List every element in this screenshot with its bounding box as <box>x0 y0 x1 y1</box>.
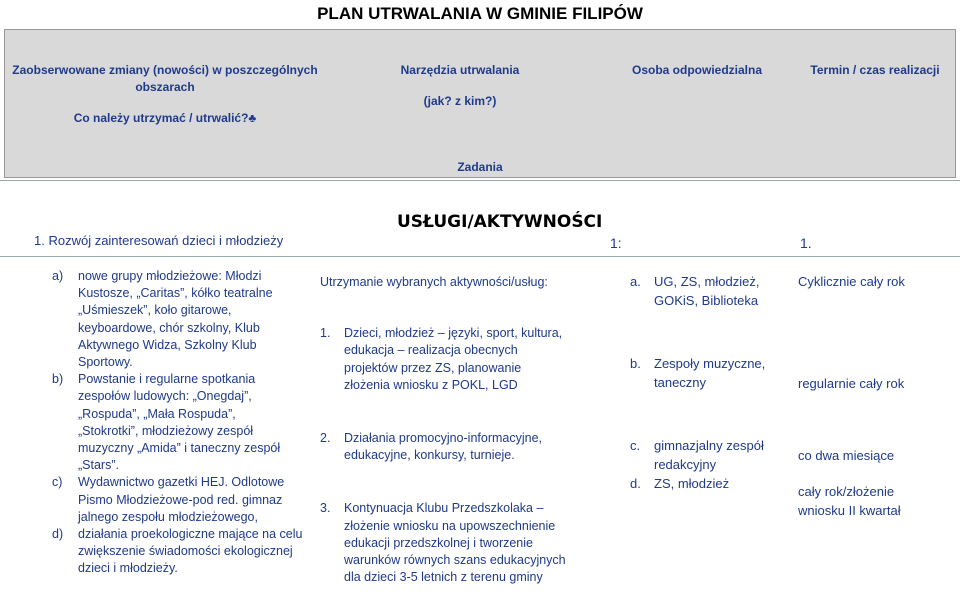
list-item <box>798 272 956 291</box>
section-services-heading: USŁUGI/AKTYWNOŚCI <box>397 212 603 232</box>
responsible-persons-list <box>630 272 790 493</box>
header-responsible-person: Osoba odpowiedzialna <box>631 63 762 77</box>
item-line: GOKiS, Biblioteka <box>654 293 759 308</box>
item-line: projektów przez ZS, planowanie <box>344 360 522 375</box>
item-line: Sportowy. <box>78 355 133 370</box>
item-line: zespołów ludowych: „Onegdaj”, <box>78 389 252 404</box>
item-label: c) <box>52 475 63 490</box>
item-label: d) <box>52 527 64 542</box>
item-label: b. <box>630 356 641 371</box>
item-line: „Uśmieszek”, koło gitarowe, <box>78 303 232 318</box>
item-line: muzyczny „Amida” i taneczny zespół <box>78 441 281 456</box>
item-line: regularnie cały rok <box>798 376 905 391</box>
list-item <box>52 268 314 371</box>
item-line: działania proekologiczne mające na celu <box>78 527 303 542</box>
item-label: c. <box>630 438 641 453</box>
item-label: 1. <box>320 326 331 341</box>
item-line: redakcyjny <box>654 457 717 472</box>
observed-changes-list <box>52 268 314 578</box>
page-title: PLAN UTRWALANIA W GMINIE FILIPÓW <box>317 4 643 23</box>
tools-intro: Utrzymanie wybranych aktywności/usług: <box>320 275 548 289</box>
list-item <box>52 371 314 474</box>
item-line: edukacja – realizacja obecnych <box>344 343 518 358</box>
item-line: nowe grupy młodzieżowe: Młodzi <box>78 269 262 283</box>
item-label: a. <box>630 274 641 289</box>
item-line: „Stokrotki”, młodzieżowy zespół <box>78 423 254 438</box>
list-item <box>630 354 790 392</box>
header-col1-line1: Zaobserwowane zmiany (nowości) w poszczególnych <box>12 63 318 77</box>
item-line: Kontynuacja Klubu Przedszkolaka – <box>344 501 544 516</box>
item-label: 2. <box>320 431 331 446</box>
list-item <box>798 482 956 520</box>
item-line: złożenie wniosku na upowszechnienie <box>344 518 556 533</box>
item-line: „Stars”. <box>78 458 119 473</box>
list-item <box>320 325 610 394</box>
item-label: 3. <box>320 501 331 516</box>
tools-list <box>320 274 610 586</box>
item-line: taneczny <box>654 375 707 390</box>
item-line: Aktywnego Widza, Szkolny Klub <box>78 337 257 352</box>
list-item <box>320 500 610 586</box>
item-line: Kustosze, „Caritas”, kółko teatralne <box>78 286 273 301</box>
item-line: wniosku II kwartał <box>798 503 901 518</box>
list-item <box>798 374 956 393</box>
item-line: warunków równych szans edukacyjnych <box>344 553 566 568</box>
list-item <box>630 272 790 310</box>
item-line: edukacji przedszkolnej i tworzenie <box>344 535 533 550</box>
header-observed-changes <box>10 62 320 127</box>
section-label: 1. Rozwój zainteresowań dzieci i młodzieży <box>34 233 284 248</box>
header-col2-line2: (jak? z kim?) <box>423 94 497 108</box>
item-line: UG, ZS, młodzież, <box>654 274 760 289</box>
divider <box>0 180 960 181</box>
item-line: Powstanie i regularne spotkania <box>78 372 256 387</box>
list-item <box>798 446 956 465</box>
header-col1-line2: obszarach <box>135 80 195 94</box>
item-line: Działania promocyjno-informacyjne, <box>344 431 542 446</box>
item-line: Wydawnictwo gazetki HEJ. Odlotowe <box>78 475 285 490</box>
item-line: co dwa miesiące <box>798 448 895 463</box>
item-line: dzieci i młodzieży. <box>78 561 178 576</box>
item-line: Dzieci, młodzież – języki, sport, kultura, <box>344 326 563 341</box>
item-label: b) <box>52 372 64 387</box>
item-line: Zespoły muzyczne, <box>654 356 766 371</box>
divider <box>0 256 960 257</box>
item-line: gimnazjalny zespół <box>654 438 764 453</box>
list-item <box>320 430 610 464</box>
item-line: zwiększenie świadomości ekologicznej <box>78 544 293 559</box>
item-label: d. <box>630 476 641 491</box>
section-col3-number: 1: <box>610 235 622 251</box>
item-line: edukacyjne, konkursy, turnieje. <box>344 448 515 463</box>
item-line: „Rospuda”, „Mała Rospuda”, <box>78 406 236 421</box>
item-line: jalnego zespołu młodzieżowego, <box>78 509 258 524</box>
header-deadline: Termin / czas realizacji <box>810 63 940 77</box>
deadlines-list <box>798 272 956 520</box>
item-line: ZS, młodzież <box>654 476 730 491</box>
header-col1-line3: Co należy utrzymać / utrwalić?♣ <box>73 111 257 125</box>
header-col2-line1: Narzędzia utrwalania <box>400 63 520 77</box>
item-line: Cyklicznie cały rok <box>798 274 905 289</box>
list-item <box>52 474 314 526</box>
item-line: złożenia wniosku z POKL, LGD <box>344 377 518 392</box>
list-item <box>630 436 790 474</box>
item-label: a) <box>52 269 64 283</box>
header-tools <box>360 62 560 110</box>
header-tasks: Zadania <box>457 160 503 174</box>
item-line: cały rok/złożenie <box>798 484 895 499</box>
section-col4-number: 1. <box>800 235 812 251</box>
item-line: Pismo Młodzieżowe-pod red. gimnaz <box>78 492 283 507</box>
list-item <box>52 526 314 578</box>
item-line: keyboardowe, chór szkolny, Klub <box>78 320 260 335</box>
list-item <box>630 474 790 493</box>
item-line: dla dzieci 3-5 letnich z terenu gminy <box>344 570 543 585</box>
